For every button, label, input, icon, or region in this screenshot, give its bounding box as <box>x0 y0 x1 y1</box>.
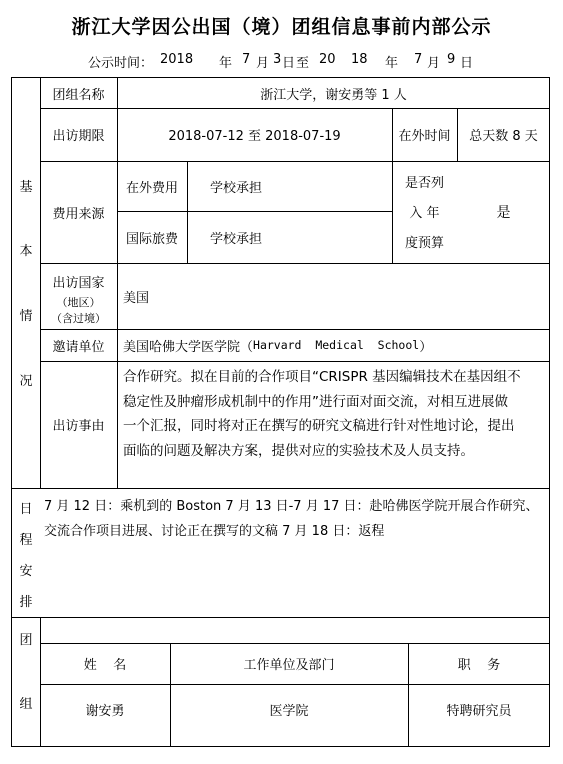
section-char: 安 <box>19 564 33 579</box>
inviter-value-cn: 美国哈佛大学医学院（ <box>123 339 254 355</box>
section-char: 本 <box>19 244 33 259</box>
schedule-line: 7 月 12 日：乘机到的 Boston 7 月 13 日-7 月 17 日：赴哈佛医学院开展合作研究、 <box>44 499 539 514</box>
country-label-main: 出访国家 <box>52 276 105 291</box>
publish-end-month-unit: 月 <box>427 56 441 71</box>
basic-section-label <box>12 78 40 488</box>
col-divider <box>187 161 188 263</box>
section-char: 组 <box>19 697 33 712</box>
section-char: 情 <box>19 309 33 324</box>
reason-line: 稳定性及肿瘤形成机制中的作用”进行面对面交流，对相互进展做 <box>123 393 508 410</box>
publish-start-year: 2018 <box>160 52 194 67</box>
budget-label-line: 是否列 <box>404 176 444 191</box>
schedule-text <box>44 495 548 544</box>
members-header-name: 姓 名 <box>83 658 127 673</box>
section-divider <box>12 617 550 618</box>
inviter-value-en: Harvard Medical School <box>253 338 420 352</box>
abroad-cost-value: 学校承担 <box>210 180 263 196</box>
budget-label-line: 入 年 <box>409 206 440 221</box>
publish-start-month: 7 <box>242 52 251 67</box>
publish-end-year-b: 18 <box>351 52 368 67</box>
members-header-unit: 工作单位及部门 <box>243 658 335 673</box>
section-char: 团 <box>19 633 33 648</box>
abroad-time-label: 在外时间 <box>398 129 451 144</box>
reason-line: 一个汇报，同时将对正在撰写的研究文稿进行针对性地讨论，提出 <box>123 418 515 434</box>
period-label: 出访期限 <box>52 129 105 144</box>
member-unit: 医学院 <box>269 703 309 719</box>
inviter-value-close: ） <box>419 339 433 355</box>
inviter-value <box>123 329 548 361</box>
section-char: 排 <box>19 595 33 610</box>
country-value: 美国 <box>123 290 150 306</box>
abroad-time-value: 总天数 8 天 <box>469 129 538 144</box>
period-value: 2018-07-12 至 2018-07-19 <box>168 129 341 144</box>
group-name-value: 浙江大学，谢安勇等 1 人 <box>260 87 407 103</box>
country-label-sub: （地区） <box>56 296 101 309</box>
publish-end-year-a: 20 <box>319 52 336 67</box>
country-label <box>40 263 117 329</box>
publish-start-day-unit: 日 <box>282 56 296 71</box>
page-title: 浙江大学因公出国（境）团组信息事前内部公示 <box>71 16 492 38</box>
budget-label <box>392 161 457 263</box>
section-char: 基 <box>19 180 33 195</box>
members-section-label <box>12 617 40 747</box>
info-table <box>11 77 550 747</box>
section-char: 程 <box>19 533 33 548</box>
publish-to: 至 <box>296 56 310 71</box>
publish-end-day: 9 <box>447 52 456 67</box>
reason-line: 合作研究。拟在目前的合作项目“CRISPR 基因编辑技术在基因组不 <box>123 369 521 385</box>
reason-line: 面临的问题及解决方案，提供对应的实验技术及人员支持。 <box>123 442 474 459</box>
publish-start-year-unit: 年 <box>219 56 233 71</box>
section-char: 日 <box>19 502 33 517</box>
budget-label-line: 度预算 <box>404 236 444 251</box>
intl-travel-label: 国际旅费 <box>125 231 178 247</box>
budget-value: 是 <box>496 205 511 221</box>
publish-date-line <box>0 52 563 70</box>
cost-source-label: 费用来源 <box>52 206 105 222</box>
reason-text <box>123 365 548 463</box>
schedule-line: 交流合作项目进展、讨论正在撰写的文稿 7 月 18 日：返程 <box>44 523 385 539</box>
publish-start-month-unit: 月 <box>256 56 270 71</box>
reason-label: 出访事由 <box>52 419 105 434</box>
section-divider <box>12 488 550 489</box>
section-char: 况 <box>19 374 33 389</box>
group-name-label: 团组名称 <box>52 87 105 103</box>
members-header-title: 职 务 <box>457 658 501 673</box>
member-title: 特聘研究员 <box>446 703 512 719</box>
publish-start-day: 3 <box>273 52 282 67</box>
intl-travel-value: 学校承担 <box>210 231 263 247</box>
publish-end-year-unit: 年 <box>385 56 399 71</box>
publish-end-day-unit: 日 <box>460 56 474 71</box>
inviter-label: 邀请单位 <box>52 339 105 355</box>
schedule-section-label <box>12 488 40 617</box>
member-name: 谢安勇 <box>85 703 125 719</box>
publish-label: 公示时间： <box>88 56 154 71</box>
publish-end-month: 7 <box>414 52 423 67</box>
abroad-cost-label: 在外费用 <box>125 180 178 196</box>
country-label-sub: （含过境） <box>51 312 106 325</box>
